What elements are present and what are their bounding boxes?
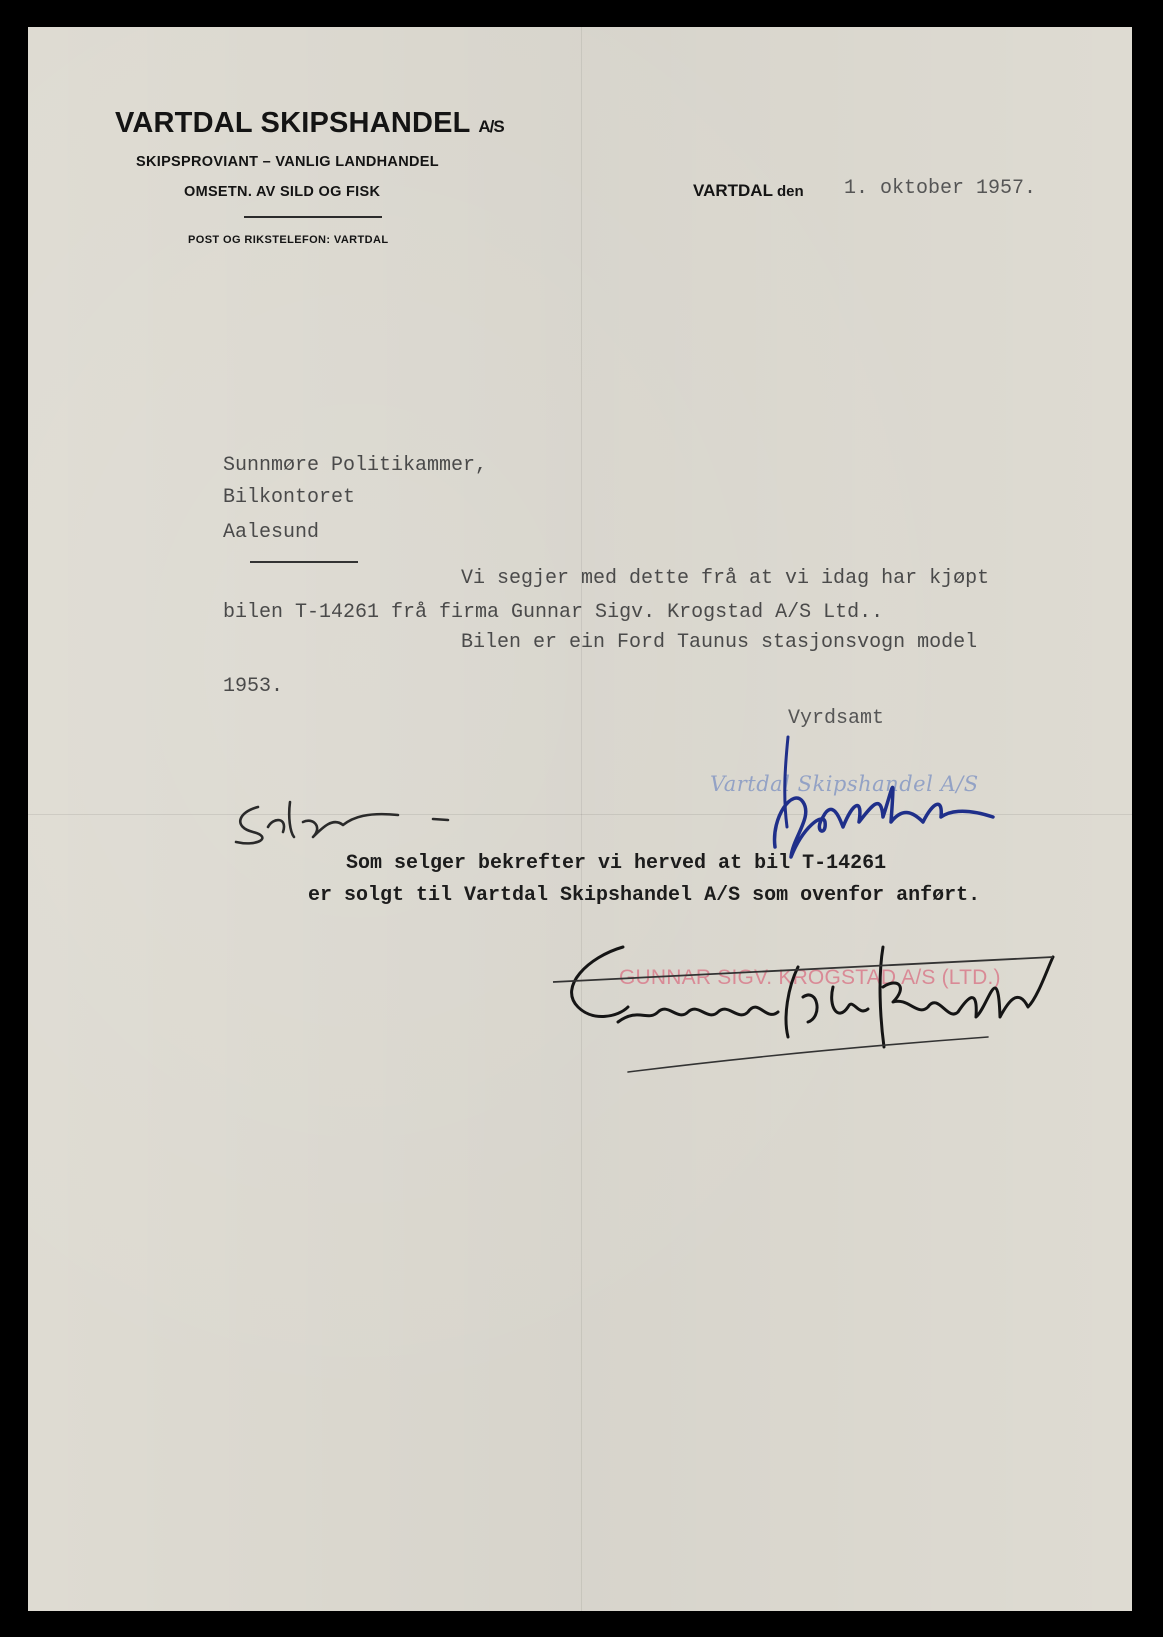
recipient-line-2: Bilkontoret <box>223 486 356 509</box>
seller-stamp: GUNNAR SIGV. KROGSTAD A/S (LTD.) <box>619 966 1001 989</box>
company-name: VARTDAL SKIPSHANDEL A/S <box>115 107 504 139</box>
letterhead-divider <box>244 216 382 218</box>
letterhead-line-2: OMSETN. AV SILD OG FISK <box>184 184 381 200</box>
body-line-1: Vi segjer med dette frå at vi idag har kjøpt <box>461 567 990 590</box>
letter-page <box>28 27 1132 1611</box>
closing: Vyrdsamt <box>788 707 885 730</box>
recipient-underline <box>250 561 358 563</box>
seller-note-line-1: Som selger bekrefter vi herved at bil T-14261 <box>346 852 887 875</box>
recipient-line-3: Aalesund <box>223 521 320 544</box>
dateline-den: den <box>776 183 804 200</box>
body-line-3: Bilen er ein Ford Taunus stasjonsvogn model <box>461 631 978 654</box>
body-line-4: 1953. <box>223 675 284 698</box>
seller-note-line-2: er solgt til Vartdal Skipshandel A/S som ovenfor anført. <box>308 884 981 907</box>
letterhead-phone: POST OG RIKSTELEFON: VARTDAL <box>188 234 389 246</box>
recipient-line-1: Sunnmøre Politikammer, <box>223 454 488 477</box>
body-line-2: bilen T-14261 frå firma Gunnar Sigv. Krogstad A/S Ltd.. <box>223 601 884 624</box>
letterhead-line-1: SKIPSPROVIANT – VANLIG LANDHANDEL <box>136 154 439 170</box>
fold-line-vertical <box>581 27 582 1611</box>
seller-signature <box>548 927 1068 1087</box>
dateline-place: VARTDAL den <box>693 181 804 200</box>
dateline-date: 1. oktober 1957. <box>844 177 1037 200</box>
company-suffix: A/S <box>478 117 504 136</box>
seller-initials-scribble <box>228 787 458 857</box>
buyer-stamp: Vartdal Skipshandel A/S <box>710 772 979 796</box>
